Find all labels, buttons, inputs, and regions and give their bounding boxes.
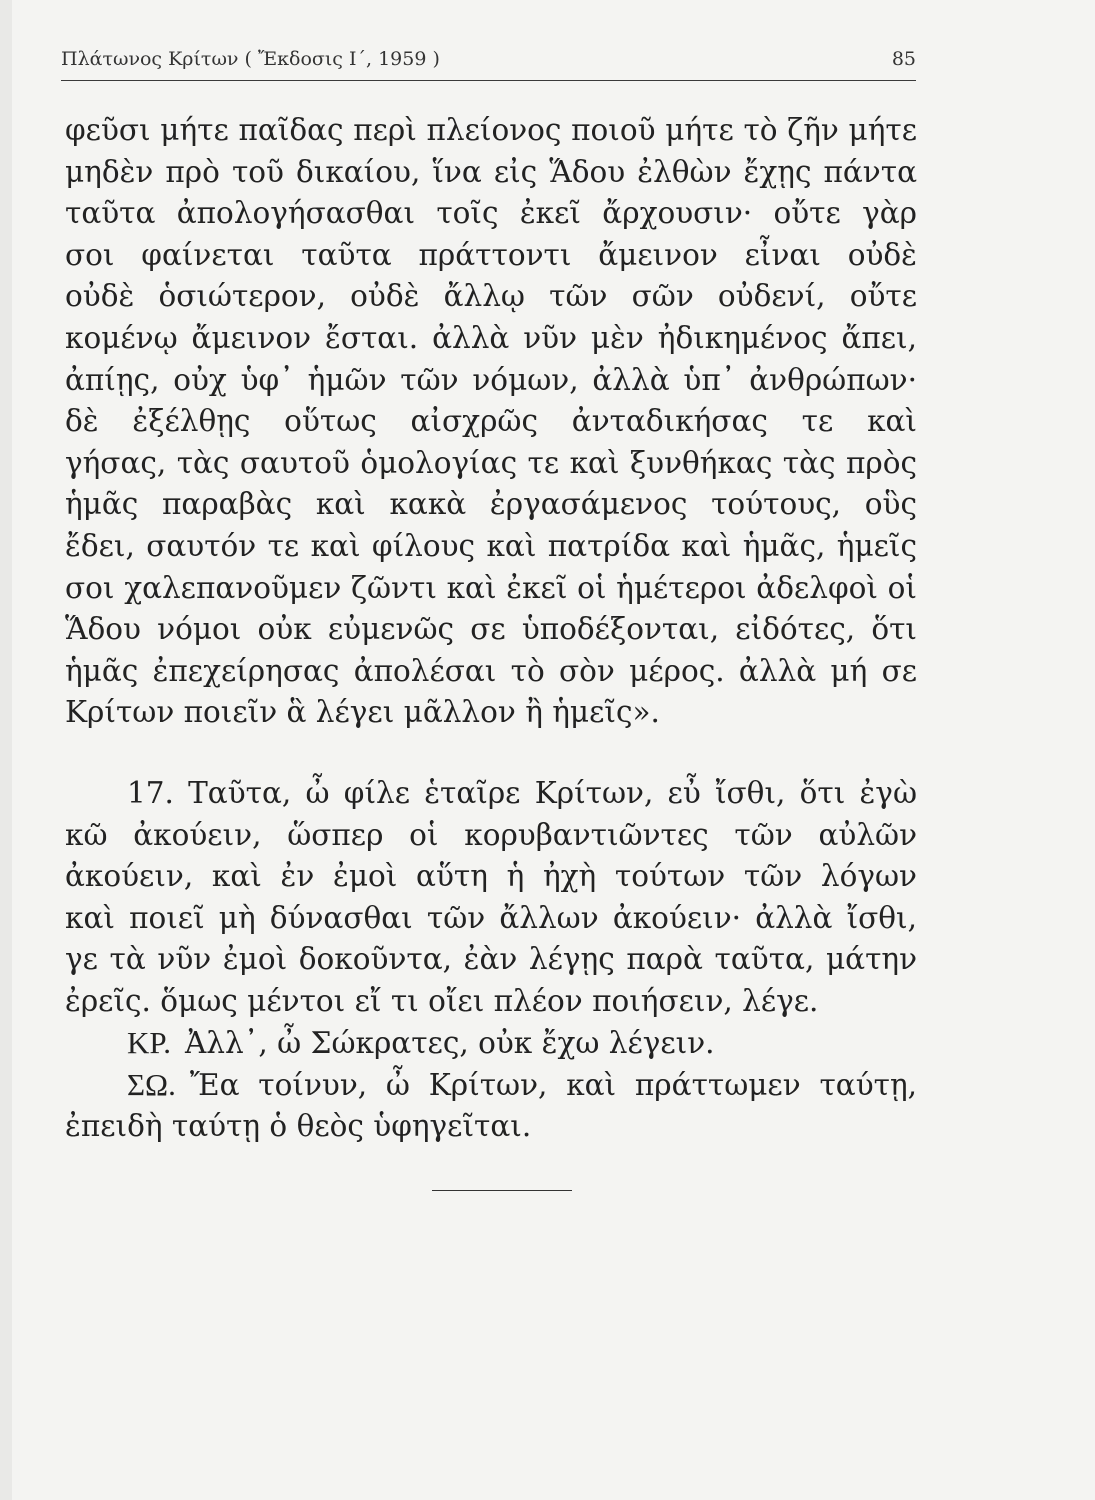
header-title: Πλάτωνος Κρίτων ( Ἔκδοσις Ι΄, 1959 ) (61, 48, 440, 70)
text-line: δὲ ἐξέλθῃς οὕτως αἰσχρῶς ἀνταδικήσας τε καὶ (65, 404, 917, 439)
text-line: ἡμᾶς ἐπεχείρησας ἀπολέσαι τὸ σὸν μέρος. ἀλλὰ μή σε (65, 653, 917, 688)
dialogue-block (65, 1022, 917, 1147)
text-line: γήσας, τὰς σαυτοῦ ὁμολογίας τε καὶ ξυνθήκας τὰς πρὸς (65, 445, 917, 480)
text-line: ἀκούειν, καὶ ἐν ἐμοὶ αὕτη ἡ ἠχὴ τούτων τῶν λόγων (65, 859, 917, 894)
text-line: ἐρεῖς. ὅμως μέντοι εἴ τι οἴει πλέον ποιήσειν, λέγε. (65, 983, 819, 1018)
text-line: ἔδει, σαυτόν τε καὶ φίλους καὶ πατρίδα καὶ ἡμᾶς, ἡμεῖς (65, 528, 917, 563)
section-first-line: 17. Ταῦτα, ὦ φίλε ἑταῖρε Κρίτων, εὖ ἴσθι, ὅτι ἐγὼ (127, 775, 917, 810)
text-line: ἡμᾶς παραβὰς καὶ κακὰ ἐργασάμενος τούτους, οὓς (65, 487, 917, 522)
dialogue-line-socrates (65, 1064, 917, 1106)
page-number: 85 (891, 48, 916, 70)
text-line: καὶ ποιεῖ μὴ δύνασθαι τῶν ἄλλων ἀκούειν· ἀλλὰ ἴσθι, (65, 900, 917, 935)
running-header (61, 40, 916, 81)
text-line: σοι φαίνεται ταῦτα πράττοντι ἄμεινον εἶναι οὐδὲ (65, 237, 917, 272)
page-body (65, 110, 917, 1147)
text-line: Ἅδου νόμοι οὐκ εὐμενῶς σε ὑποδέξονται, εἰδότες, ὅτι (65, 612, 917, 647)
paragraph-17 (65, 773, 917, 1023)
text-line: ταῦτα ἀπολογήσασθαι τοῖς ἐκεῖ ἄρχουσιν· οὔτε γὰρ (65, 196, 917, 231)
text-line: Κρίτων ποιεῖν ἃ λέγει μᾶλλον ἢ ἡμεῖς». (65, 695, 660, 730)
speech-text: Ἔα τοίνυν, ὦ Κρίτων, καὶ πράττωμεν ταύτῃ, (189, 1068, 917, 1103)
speech-text: Ἀλλ᾽, ὦ Σώκρατες, οὐκ ἔχω λέγειν. (184, 1026, 715, 1061)
text-line: μηδὲν πρὸ τοῦ δικαίου, ἵνα εἰς Ἅδου ἐλθὼν ἔχῃς πάντα (65, 154, 917, 189)
text-line: σοι χαλεπανοῦμεν ζῶντι καὶ ἐκεῖ οἱ ἡμέτεροι ἀδελφοὶ οἱ (65, 570, 917, 605)
speaker-kr: ΚΡ. (127, 1025, 171, 1061)
text-line: κομένῳ ἄμεινον ἔσται. ἀλλὰ νῦν μὲν ἠδικημένος ἄπει, (65, 320, 917, 355)
dialogue-line-kriton (65, 1022, 917, 1064)
paragraph-1 (65, 110, 917, 734)
text-line: ἀπίῃς, οὐχ ὑφ᾽ ἡμῶν τῶν νόμων, ἀλλὰ ὑπ᾽ ἀνθρώπων· (65, 362, 917, 397)
text-line: κῶ ἀκούειν, ὥσπερ οἱ κορυβαντιῶντες τῶν αὐλῶν (65, 817, 917, 852)
text-line: ἐπειδὴ ταύτῃ ὁ θεὸς ὑφηγεῖται. (65, 1108, 532, 1143)
text-line: φεῦσι μήτε παῖδας περὶ πλείονος ποιοῦ μήτε τὸ ζῆν μήτε (65, 113, 917, 147)
speaker-so: ΣΩ. (127, 1067, 176, 1103)
text-line: γε τὰ νῦν ἐμοὶ δοκοῦντα, ἐὰν λέγῃς παρὰ ταῦτα, μάτην (65, 942, 917, 977)
end-rule (432, 1190, 572, 1191)
text-line: οὐδὲ ὁσιώτερον, οὐδὲ ἄλλῳ τῶν σῶν οὐδενί, οὔτε (65, 279, 917, 314)
